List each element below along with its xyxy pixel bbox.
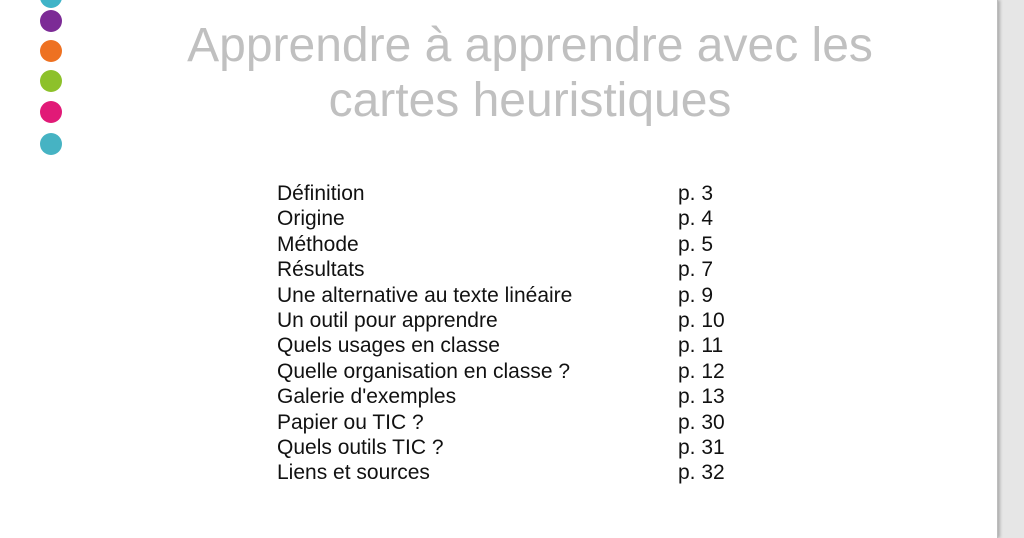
teal-dot-icon xyxy=(40,0,62,8)
teal-dot-icon xyxy=(40,133,62,155)
toc-label: Origine xyxy=(277,207,345,231)
decorative-dots xyxy=(40,0,64,170)
purple-dot-icon xyxy=(40,10,62,32)
toc-page-number: p. 31 xyxy=(678,435,725,459)
toc-page-number: p. 32 xyxy=(678,461,725,485)
toc-label: Méthode xyxy=(277,232,359,256)
toc-label: Résultats xyxy=(277,258,365,282)
toc-page-number: p. 7 xyxy=(678,258,714,282)
toc-row xyxy=(277,435,777,460)
toc-page-number: p. 12 xyxy=(678,359,725,383)
toc-row xyxy=(277,410,777,435)
toc-row xyxy=(277,283,777,308)
toc-page-number: p. 4 xyxy=(678,207,714,231)
toc-page-number: p. 10 xyxy=(678,308,725,332)
toc-row xyxy=(277,206,777,231)
toc-row xyxy=(277,308,777,333)
pink-dot-icon xyxy=(40,101,62,123)
toc-label: Définition xyxy=(277,182,365,205)
green-dot-icon xyxy=(40,70,62,92)
document-title: Apprendre à apprendre avec les cartes heuristiques xyxy=(187,19,873,127)
toc-label: Quels usages en classe xyxy=(277,334,500,358)
toc-page-number: p. 13 xyxy=(678,385,725,409)
toc-row xyxy=(277,232,777,257)
toc-page-number: p. 5 xyxy=(678,232,714,256)
toc-row xyxy=(277,460,777,485)
table-of-contents xyxy=(277,181,777,486)
toc-row xyxy=(277,257,777,282)
toc-label: Quelle organisation en classe ? xyxy=(277,359,571,383)
orange-dot-icon xyxy=(40,40,62,62)
toc-label: Une alternative au texte linéaire xyxy=(277,283,573,307)
toc-label: Papier ou TIC ? xyxy=(277,410,424,434)
toc-label: Galerie d'exemples xyxy=(277,385,457,409)
toc-label: Liens et sources xyxy=(277,461,430,485)
toc-page-number: p. 30 xyxy=(678,410,725,434)
toc-page-number: p. 3 xyxy=(678,182,714,205)
toc-label: Quels outils TIC ? xyxy=(277,435,444,459)
toc-page-number: p. 11 xyxy=(678,334,724,358)
toc-row xyxy=(277,181,777,206)
toc-label: Un outil pour apprendre xyxy=(277,308,498,332)
toc-page-number: p. 9 xyxy=(678,283,714,307)
toc-row xyxy=(277,359,777,384)
toc-row xyxy=(277,333,777,358)
toc-row xyxy=(277,384,777,409)
